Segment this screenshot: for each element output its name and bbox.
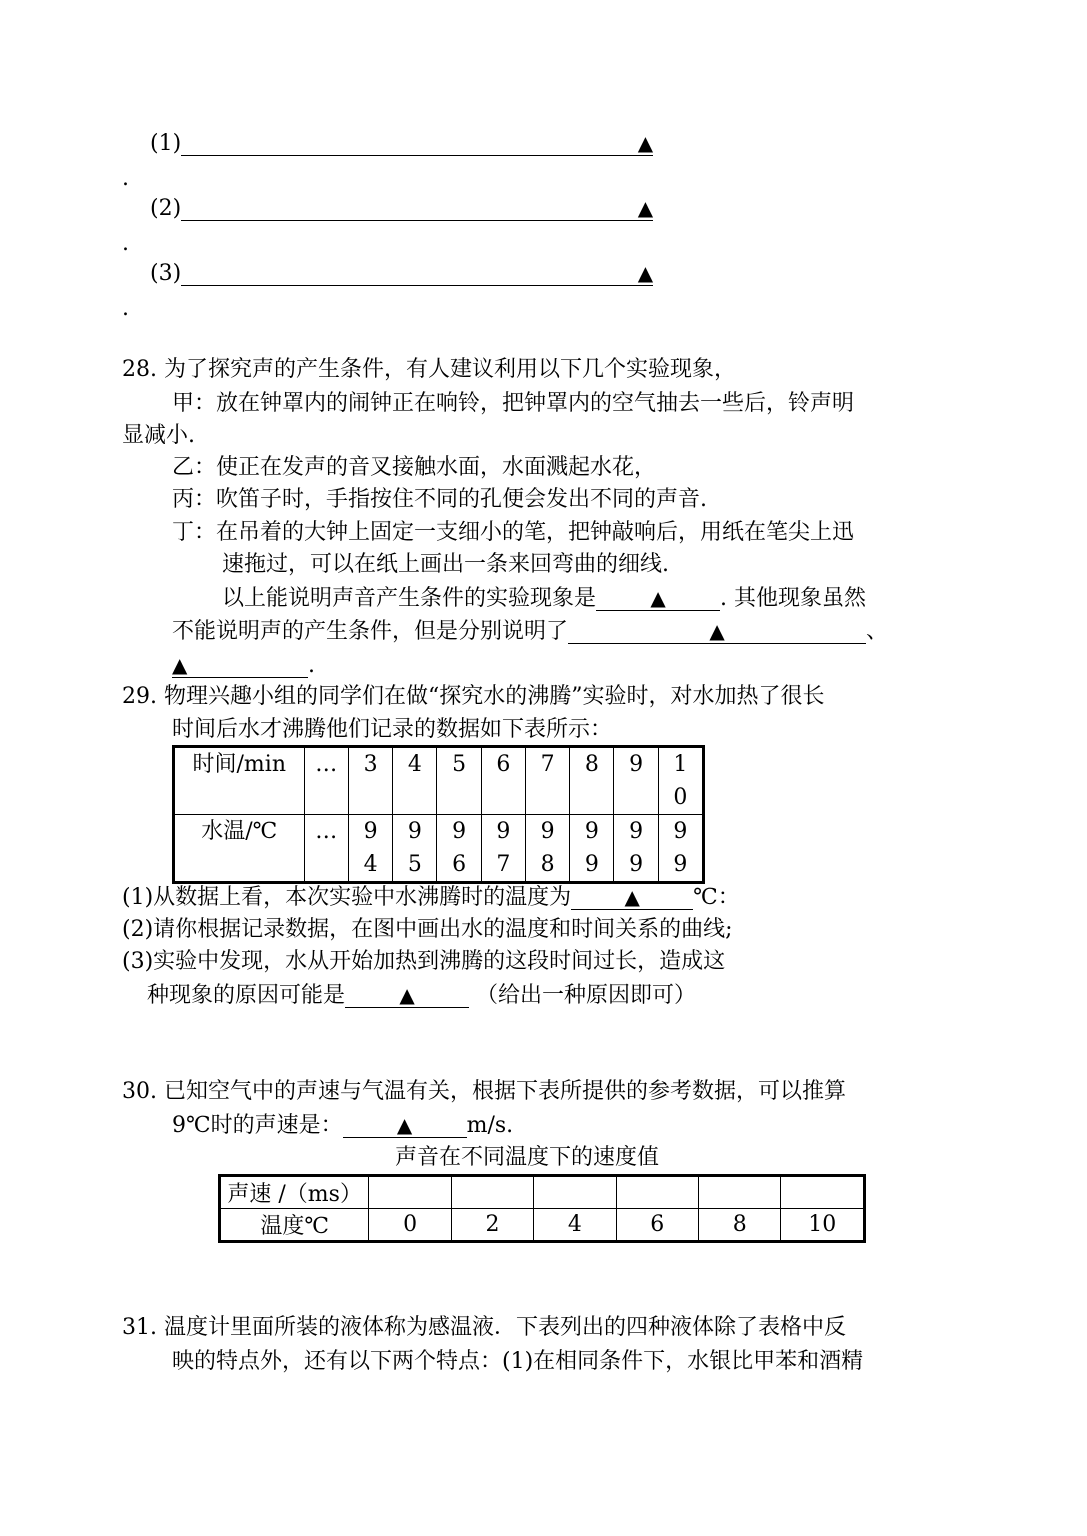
table-cell — [437, 815, 481, 883]
answer-blank[interactable] — [181, 129, 653, 156]
answer-blank[interactable] — [571, 883, 693, 910]
cell-digit: 9 — [407, 819, 422, 844]
cell-digit: 9 — [629, 819, 644, 844]
cell-digit: 3 — [363, 752, 378, 777]
blank-line-1 — [150, 128, 653, 160]
question-text: 以上能说明声音产生条件的实验现象是 — [222, 586, 597, 611]
q29-sub2: (2)请你根据记录数据，在图中画出水的温度和时间关系的曲线; — [122, 917, 733, 942]
answer-blank[interactable] — [172, 651, 308, 678]
dot-mark: . — [122, 231, 129, 256]
question-text: 已知空气中的声速与气温有关，根据下表所提供的参考数据，可以推算 — [164, 1079, 847, 1104]
table-cell: 4 — [534, 1209, 616, 1242]
question-number: 28. — [122, 357, 157, 382]
question-text: . — [308, 653, 315, 678]
cell-digit: 5 — [407, 852, 422, 877]
q28-item-d: 丁：在吊着的大钟上固定一支细小的笔，把钟敲响后，用纸在笔尖上迅 — [172, 520, 855, 545]
blank-label: (2) — [150, 196, 182, 221]
cell-digit: 8 — [584, 752, 599, 777]
table-cell: 2 — [451, 1209, 533, 1242]
q29-line1 — [122, 681, 825, 713]
question-text: 9℃时的声速是： — [172, 1113, 343, 1138]
table-cell: 10 — [781, 1209, 865, 1242]
table-cell[interactable] — [534, 1176, 616, 1209]
q28-question-line2 — [172, 616, 888, 648]
row-label: 时间/min — [174, 747, 305, 815]
q29-sub1 — [122, 882, 740, 914]
answer-blank[interactable] — [181, 259, 653, 286]
table-cell — [348, 747, 392, 815]
dot-mark: . — [122, 296, 129, 321]
question-text: 为了探究声的产生条件，有人建议利用以下几个实验现象， — [164, 357, 737, 382]
q28-question-line3 — [172, 650, 315, 682]
table-cell: … — [304, 815, 348, 883]
table-row — [174, 815, 704, 883]
triangle-icon: ▲ — [637, 196, 654, 220]
table-cell — [348, 815, 392, 883]
table-cell[interactable] — [451, 1176, 533, 1209]
triangle-icon: ▲ — [637, 131, 654, 155]
table-cell — [393, 747, 437, 815]
table-cell[interactable] — [616, 1176, 698, 1209]
answer-blank[interactable] — [181, 194, 653, 221]
dot-mark: . — [122, 166, 129, 191]
table-cell: … — [304, 747, 348, 815]
answer-blank[interactable] — [568, 617, 866, 644]
triangle-icon: ▲ — [399, 983, 415, 1007]
cell-digit: 7 — [496, 852, 511, 877]
triangle-icon: ▲ — [637, 261, 654, 285]
table-caption: 声音在不同温度下的速度值 — [395, 1145, 660, 1170]
q30-line2 — [172, 1110, 513, 1142]
triangle-icon: ▲ — [172, 653, 188, 677]
q28-item-c: 丙：吹笛子时，手指按住不同的孔便会发出不同的声音. — [172, 487, 707, 512]
row-label: 温度℃ — [220, 1209, 369, 1242]
question-number: 31. — [122, 1315, 157, 1340]
table-cell — [525, 815, 569, 883]
table-cell — [525, 747, 569, 815]
table-cell — [570, 815, 614, 883]
q28-line-intro — [122, 354, 736, 386]
cell-digit: 9 — [452, 819, 467, 844]
row-label: 水温/℃ — [174, 815, 305, 883]
q29-line2: 时间后水才沸腾他们记录的数据如下表所示： — [172, 717, 613, 742]
question-text: 种现象的原因可能是 — [147, 983, 346, 1008]
q28-item-a-cont: 显减小. — [122, 423, 195, 448]
question-text: m/s. — [466, 1113, 514, 1138]
question-text: 物理兴趣小组的同学们在做“探究水的沸腾”实验时，对水加热了很长 — [164, 684, 825, 709]
cell-digit: 4 — [407, 752, 422, 777]
cell-digit: 9 — [540, 819, 555, 844]
table-cell — [481, 815, 525, 883]
answer-blank[interactable] — [596, 584, 720, 611]
q29-sub3: (3)实验中发现，水从开始加热到沸腾的这段时间过长，造成这 — [122, 949, 726, 974]
q28-item-b: 乙：使正在发声的音叉接触水面，水面溅起水花， — [172, 455, 657, 480]
question-text: （给出一种原因即可） — [476, 983, 697, 1008]
q29-sub3-cont — [147, 980, 696, 1012]
answer-blank[interactable] — [345, 981, 469, 1008]
cell-digit: 9 — [496, 819, 511, 844]
answer-blank[interactable] — [343, 1111, 467, 1138]
table-cell — [614, 815, 658, 883]
q30-speed-table — [218, 1174, 866, 1243]
cell-digit: 9 — [629, 752, 644, 777]
table-cell[interactable] — [369, 1176, 451, 1209]
triangle-icon: ▲ — [396, 1113, 413, 1137]
table-cell[interactable] — [781, 1176, 865, 1209]
table-cell — [393, 815, 437, 883]
triangle-icon: ▲ — [624, 885, 640, 909]
question-text: ℃： — [693, 885, 740, 910]
table-cell — [658, 747, 703, 815]
q31-line1 — [122, 1312, 846, 1344]
question-text: (1)从数据上看，本次实验中水沸腾时的温度为 — [122, 885, 572, 910]
question-number: 29. — [122, 684, 157, 709]
table-row — [174, 747, 704, 815]
q31-line2: 映的特点外，还有以下两个特点：(1)在相同条件下，水银比甲苯和酒精 — [172, 1349, 864, 1374]
cell-digit: 6 — [452, 852, 467, 877]
blank-label: (1) — [150, 131, 182, 156]
table-cell[interactable] — [699, 1176, 781, 1209]
cell-digit: 5 — [452, 752, 467, 777]
q30-line1 — [122, 1076, 846, 1108]
blank-line-3 — [150, 258, 653, 290]
cell-digit: 1 — [673, 752, 688, 777]
question-text: . 其他现象虽然 — [720, 586, 867, 611]
cell-digit: 9 — [629, 852, 644, 877]
cell-digit: 0 — [673, 785, 688, 810]
table-cell — [437, 747, 481, 815]
cell-digit: 4 — [363, 852, 378, 877]
table-cell: 0 — [369, 1209, 451, 1242]
cell-digit: 9 — [673, 852, 688, 877]
cell-digit: 7 — [540, 752, 555, 777]
blank-line-2 — [150, 193, 653, 225]
triangle-icon: ▲ — [650, 586, 666, 610]
row-label: 声速 /（ms） — [220, 1176, 369, 1209]
q29-data-table — [172, 745, 705, 884]
table-cell — [658, 815, 703, 883]
question-text: 、 — [866, 619, 889, 644]
question-number: 30. — [122, 1079, 157, 1104]
q28-item-a: 甲：放在钟罩内的闹钟正在响铃，把钟罩内的空气抽去一些后，铃声明 — [172, 391, 855, 416]
cell-digit: 9 — [584, 819, 599, 844]
q28-question-line1 — [222, 583, 866, 615]
cell-digit: 9 — [584, 852, 599, 877]
cell-digit: 8 — [540, 852, 555, 877]
table-cell: 6 — [616, 1209, 698, 1242]
table-cell — [614, 747, 658, 815]
question-text: 温度计里面所装的液体称为感温液．下表列出的四种液体除了表格中反 — [164, 1315, 847, 1340]
blank-label: (3) — [150, 261, 182, 286]
table-row — [220, 1176, 865, 1209]
question-text: 不能说明声的产生条件，但是分别说明了 — [172, 619, 569, 644]
table-cell — [481, 747, 525, 815]
table-cell: 8 — [699, 1209, 781, 1242]
triangle-icon: ▲ — [709, 619, 725, 643]
cell-digit: 6 — [496, 752, 511, 777]
cell-digit: 9 — [673, 819, 688, 844]
table-cell — [570, 747, 614, 815]
cell-digit: 9 — [363, 819, 378, 844]
table-row — [220, 1209, 865, 1242]
q28-item-d-cont: 速拖过，可以在纸上画出一条来回弯曲的细线. — [222, 552, 669, 577]
